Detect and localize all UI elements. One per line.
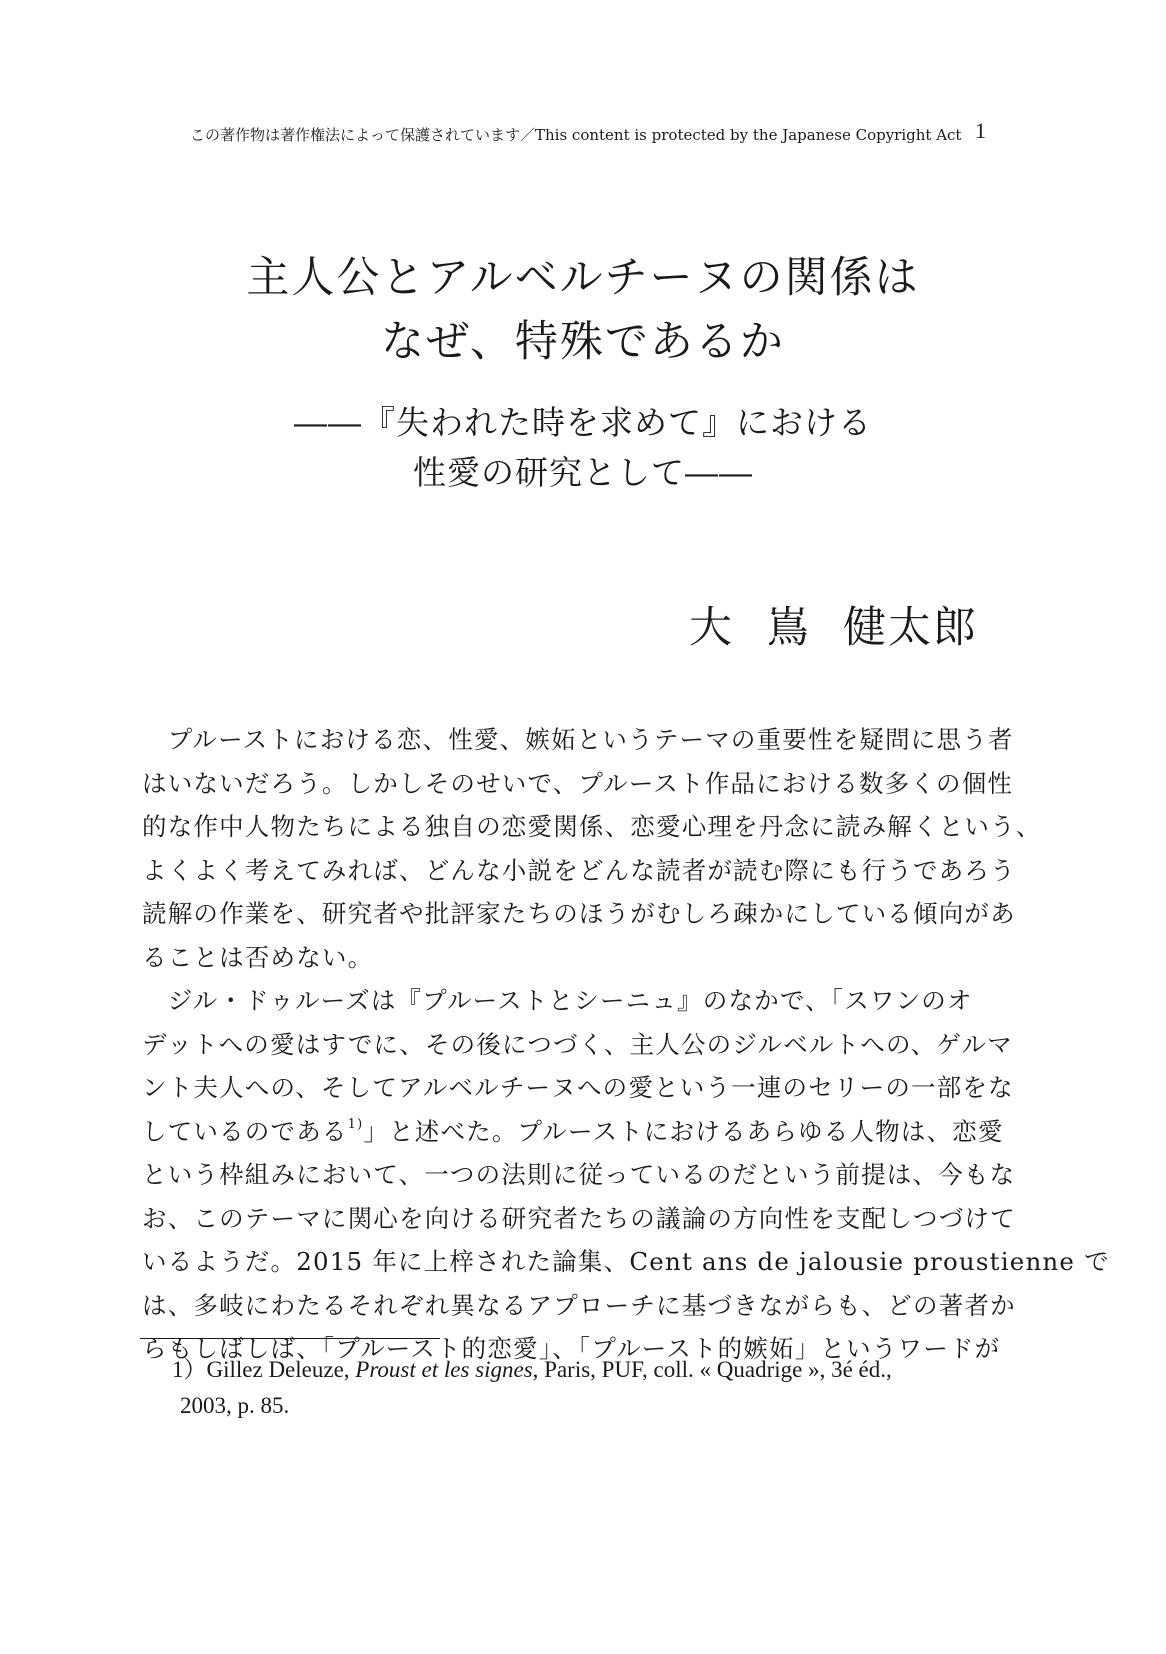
- footnote-details: , Paris, PUF, coll. « Quadrige », 3é éd.,: [532, 1357, 892, 1382]
- body-text-segment: しているのである: [142, 1116, 348, 1146]
- body-line: らもしばしば、「プルースト的恋愛」、「プルースト的嫉妬」というワードが: [142, 1334, 1001, 1363]
- running-head: [190, 124, 970, 145]
- body-line: よくよく考えてみれば、どんな小説をどんな読者が読む際にも行うであろう: [142, 855, 1016, 885]
- article-title: [0, 246, 1166, 374]
- body-text-segment: 」と述べた。プルーストにおけるあらゆる人物は、恋愛: [363, 1116, 1004, 1146]
- footnote-line-1: [172, 1352, 992, 1388]
- footnote-number: 1）: [172, 1357, 207, 1382]
- body-line: ント夫人への、そしてアルベルチーヌへの愛という一連のセリーの一部をな: [142, 1073, 1014, 1102]
- body-line: プルーストにおける恋、性愛、嫉妬というテーマの重要性を疑問に思う者: [142, 725, 1014, 754]
- body-line: 読解の作業を、研究者や批評家たちのほうがむしろ疎かにしている傾向があ: [142, 899, 1016, 928]
- subtitle-line-1: ――『失われた時を求めて』における: [294, 403, 872, 442]
- footnote-reference[interactable]: 1): [347, 1116, 364, 1132]
- footnote-divider: [140, 1338, 440, 1339]
- body-line: デットへの愛はすでに、その後につづく、主人公のジルベルトへの、ゲルマ: [142, 1029, 1013, 1059]
- body-line: ジル・ドゥルーズは『プルーストとシーニュ』のなかで、「スワンのオ: [142, 986, 973, 1015]
- body-line: という枠組みにおいて、一つの法則に従っているのだという前提は、今もな: [142, 1160, 1016, 1189]
- body-line: お、このテーマに関心を向ける研究者たちの議論の方向性を支配しつづけて: [142, 1203, 1016, 1233]
- copyright-notice: この著作物は著作権法によって保護されています／This content is protected by the Japanese Copyright Act: [190, 126, 962, 144]
- author-given-name: 健太郎: [843, 603, 978, 653]
- footnote-line-2: 2003, p. 85.: [180, 1393, 290, 1418]
- body-text: [142, 718, 1110, 1371]
- body-line: はいないだろう。しかしそのせいで、プルースト作品における数多くの個性: [142, 768, 1014, 798]
- footnote: [172, 1352, 992, 1424]
- author-family-name-1: 大: [689, 603, 734, 653]
- page-number: 1: [975, 118, 986, 143]
- author-family-name-2: 嶌: [766, 603, 811, 653]
- author-name: [689, 594, 978, 655]
- title-line-2: なぜ、特殊であるか: [381, 317, 785, 367]
- title-line-1: 主人公とアルベルチーヌの関係は: [246, 253, 920, 303]
- footnote-book-title: Proust et les signes: [355, 1357, 533, 1382]
- footnote-author: Gillez Deleuze,: [206, 1357, 356, 1382]
- body-line: ることは否めない。: [142, 942, 374, 972]
- body-line-with-footnote-ref: [142, 1110, 1022, 1154]
- article-subtitle: [0, 398, 1166, 498]
- body-line: は、多岐にわたるそれぞれ異なるアプローチに基づきながらも、どの著者か: [142, 1290, 1016, 1320]
- subtitle-line-2: 性愛の研究として――: [413, 453, 753, 492]
- body-line: 的な作中人物たちによる独自の恋愛関係、恋愛心理を丹念に読み解くという、: [142, 812, 1042, 841]
- body-line: いるようだ。2015 年に上梓された論集、Cent ans de jalousie proustienne で: [142, 1247, 1110, 1276]
